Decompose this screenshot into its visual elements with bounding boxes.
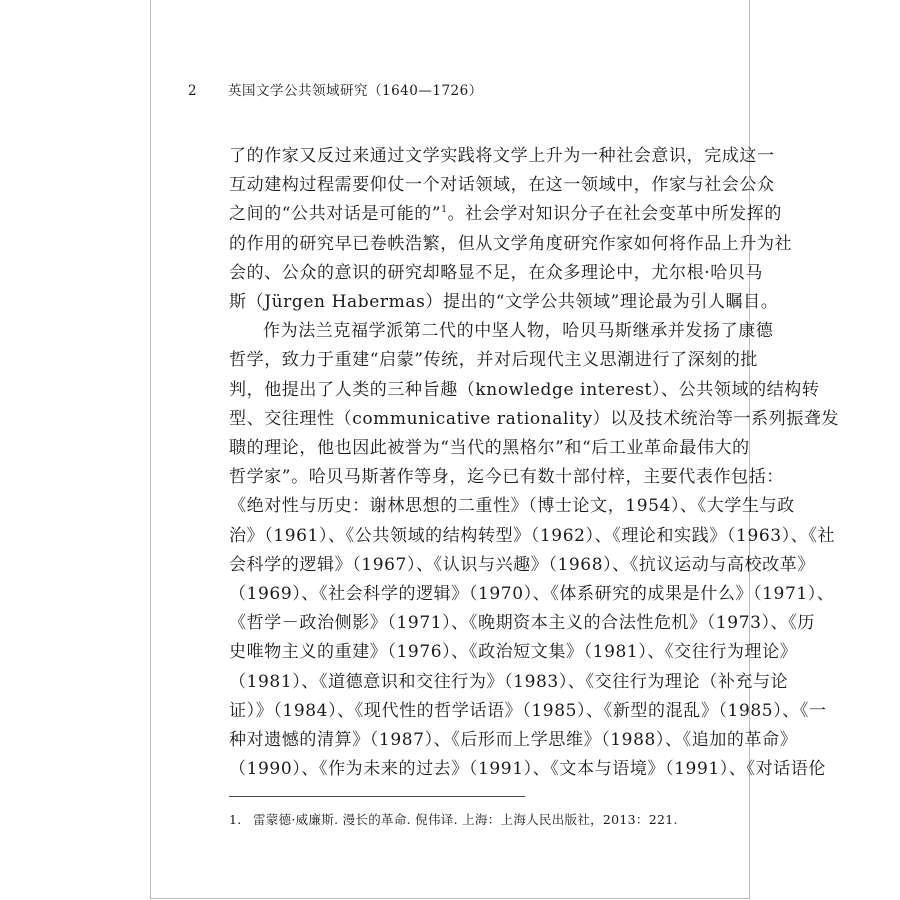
body-line: 证）》（1984）、《现代性的哲学话语》（1985）、《新型的混乱》（1985）、《一: [229, 700, 827, 721]
body-line: 判，他提出了人类的三种旨趣（knowledge interest）、公共领域的结构转: [229, 379, 820, 400]
body-line: 会的、公众的意识的研究却略显不足，在众多理论中，尤尔根·哈贝马: [229, 262, 764, 283]
body-line: 斯（Jürgen Habermas）提出的“文学公共领域”理论最为引人瞩目。: [229, 292, 779, 313]
page-number: 2: [188, 83, 198, 99]
body-line: 作为法兰克福学派第二代的中坚人物，哈贝马斯继承并发扬了康德: [263, 321, 774, 342]
footnote-number: 1.: [229, 812, 242, 827]
footnote-text: 雷蒙德·威廉斯. 漫长的革命. 倪伟译. 上海：上海人民出版社，2013：221.: [253, 812, 678, 827]
body-line: （1990）、《作为未来的过去》（1991）、《文本与语境》（1991）、《对话语伦: [229, 759, 826, 780]
body-line: （1981）、《道德意识和交往行为》（1983）、《交往行为理论（补充与论: [229, 671, 789, 692]
body-text: [229, 142, 840, 784]
body-line: （1969）、《社会科学的逻辑》（1970）、《体系研究的成果是什么》（1971）、: [229, 584, 835, 605]
body-line: [229, 200, 782, 229]
body-line: 哲学家”。哈贝马斯著作等身，迄今已有数十部付梓，主要代表作包括：: [229, 467, 784, 488]
body-line: 会科学的逻辑》（1967）、《认识与兴趣》（1968）、《抗议运动与高校改革》: [229, 554, 815, 575]
body-line-head: 之间的“公共对话是可能的”: [229, 204, 442, 225]
body-line: 的作用的研究早已卷帙浩繁，但从文学角度研究作家如何将作品上升为社: [229, 233, 793, 254]
body-line: 种对遗憾的清算》（1987）、《后形而上学思维》（1988）、《追加的革命》: [229, 730, 798, 751]
body-line: 互动建构过程需要仰仗一个对话领域，在这一领域中，作家与社会公众: [229, 175, 775, 196]
footnote-rule: [229, 796, 525, 797]
body-line: 聩的理论，他也因此被誉为“当代的黑格尔”和“后工业革命最伟大的: [229, 438, 750, 459]
body-line: 《哲学－政治侧影》（1971）、《晚期资本主义的合法性危机》（1973）、《历: [229, 613, 815, 634]
body-line: 史唯物主义的重建》（1976）、《政治短文集》（1981）、《交往行为理论》: [229, 642, 798, 663]
body-line: 《绝对性与历史：谢林思想的二重性》（博士论文，1954）、《大学生与政: [229, 496, 795, 517]
footnote: [229, 810, 678, 828]
body-line: 哲学，致力于重建“启蒙”传统，并对后现代主义思潮进行了深刻的批: [229, 350, 758, 371]
body-line: 了的作家又反过来通过文学实践将文学上升为一种社会意识，完成这一: [229, 146, 775, 166]
body-line: 型、交往理性（communicative rationality）以及技术统治等一系列振聋发: [229, 408, 840, 429]
running-head: [188, 79, 483, 99]
footnote-marker[interactable]: 1: [441, 205, 448, 216]
body-line-tail: 。社会学对知识分子在社会变革中所发挥的: [447, 204, 782, 225]
body-line: 治》（1961）、《公共领域的结构转型》（1962）、《理论和实践》（1963）、《社: [229, 525, 836, 546]
book-title: 英国文学公共领域研究（1640—1726）: [228, 83, 483, 99]
